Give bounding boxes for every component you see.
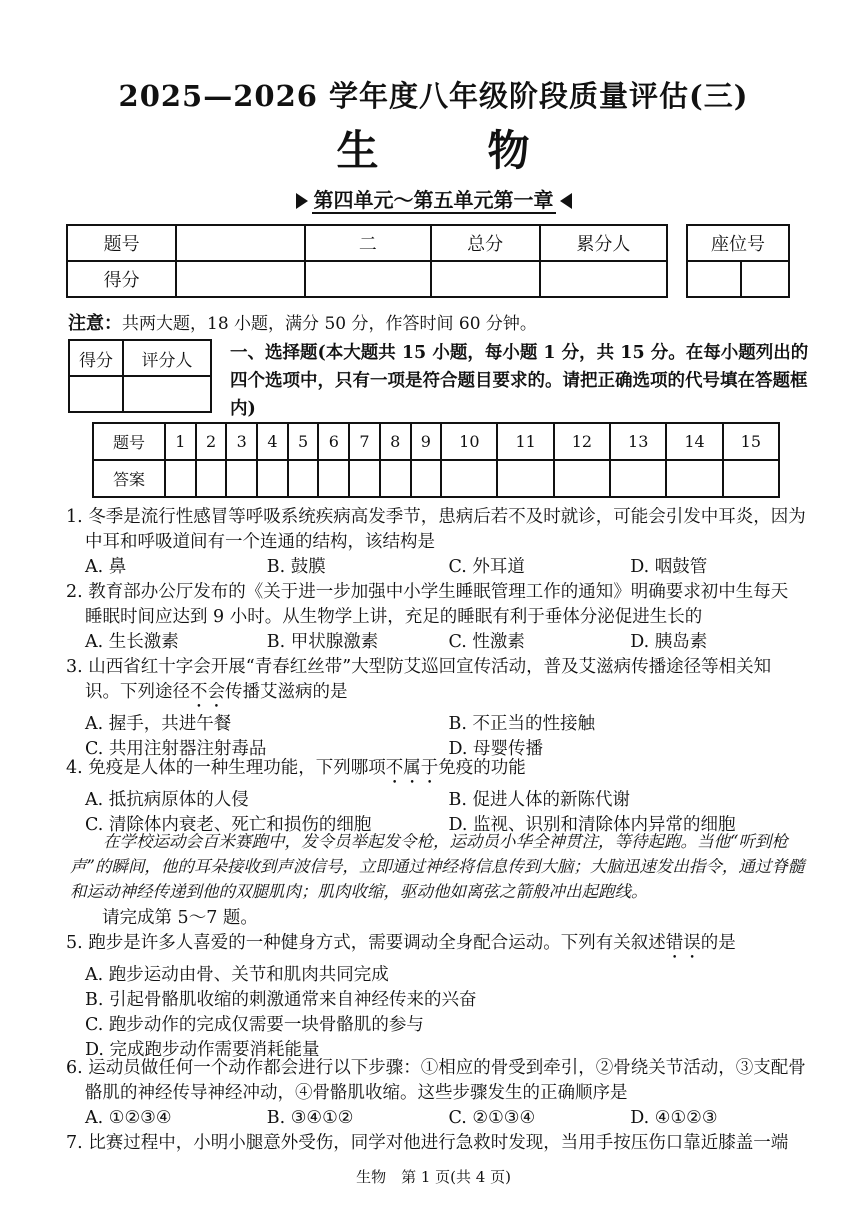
question-stem-cont: 骼肌的神经传导神经冲动，④骨骼肌收缩。这些步骤发生的正确顺序是 xyxy=(85,1083,628,1103)
question-number: 4 xyxy=(257,423,288,460)
option-d: D. ④①②③ xyxy=(630,1108,718,1128)
question-1 xyxy=(66,505,812,580)
option-d: D. 完成跑步动作需要消耗能量 xyxy=(85,1040,320,1060)
question-3 xyxy=(66,655,812,762)
option-c: C. 性激素 xyxy=(448,632,525,652)
reading-passage: 在学校运动会百米赛跑中，发令员举起发令枪，运动员小华全神贯注，等待起跑。当他“听到枪声”的瞬间，他的耳朵接收到声波信号，立即通过神经将信息传到大脑；大脑迅速发出指令，通过脊髓和运动神经传递到他的双腿肌肉；肌肉收缩，驱动他如离弦之箭般冲出起跑线。 xyxy=(70,832,805,901)
option-a: A. 鼻 xyxy=(85,557,127,577)
option-a: A. 握手，共进午餐 xyxy=(85,714,232,734)
option-a: A. 生长激素 xyxy=(85,632,179,652)
triangle-right-icon xyxy=(296,193,308,209)
score-header-cell xyxy=(176,225,305,261)
question-number: 7 xyxy=(349,423,380,460)
unit-range-text: 第四单元～第五单元第一章 xyxy=(313,188,554,212)
question-2 xyxy=(66,580,812,655)
question-stem-cont: 中耳和呼吸道间有一个连通的结构，该结构是 xyxy=(85,532,435,552)
option-d: D. 母婴传播 xyxy=(448,739,544,759)
question-number: 13 xyxy=(610,423,666,460)
option-c: C. 跑步动作的完成仅需要一块骨骼肌的参与 xyxy=(85,1015,424,1035)
score-table xyxy=(66,224,668,298)
answer-cell[interactable] xyxy=(318,460,349,497)
stem-text: 免疫的功能 xyxy=(438,758,526,778)
subject-char-1: 生 xyxy=(336,126,380,175)
grader-cell xyxy=(123,376,211,412)
score-row-label: 得分 xyxy=(67,261,176,297)
question-number: 15 xyxy=(723,423,779,460)
question-stem: 3. 山西省红十字会开展“青春红丝带”大型防艾巡回宣传活动，普及艾滋病传播途径等相关知 xyxy=(66,657,772,677)
answer-row-label: 答案 xyxy=(93,460,165,497)
options xyxy=(66,555,812,580)
score-header-cell: 总分 xyxy=(431,225,540,261)
option-b: B. 促进人体的新陈代谢 xyxy=(448,790,630,810)
triangle-left-icon xyxy=(560,193,572,209)
score-cell xyxy=(431,261,540,297)
grader-score-label: 得分 xyxy=(69,340,123,376)
score-header-cell: 累分人 xyxy=(540,225,667,261)
option-c: C. ②①③④ xyxy=(448,1108,536,1128)
option-a: A. 抵抗病原体的人侵 xyxy=(85,790,249,810)
stem-text: 识。下列途径 xyxy=(85,682,190,702)
answer-cell[interactable] xyxy=(349,460,380,497)
question-number: 10 xyxy=(441,423,497,460)
question-number: 8 xyxy=(380,423,411,460)
stem-text: 4. 免疫是人体的一种生理功能，下列哪项 xyxy=(66,758,386,778)
option-d: D. 咽鼓管 xyxy=(630,557,708,577)
notice-label: 注意： xyxy=(68,313,122,334)
seat-number-box xyxy=(686,224,790,298)
question-5 xyxy=(66,931,812,1063)
subject-title xyxy=(0,118,867,178)
answer-cell[interactable] xyxy=(257,460,288,497)
stem-text: 5. 跑步是许多人喜爱的一种健身方式，需要调动全身配合运动。下列有关叙述 xyxy=(66,933,666,953)
answer-cell[interactable] xyxy=(441,460,497,497)
question-number: 2 xyxy=(196,423,227,460)
question-stem-cont: 睡眠时间应达到 9 小时。从生物学上讲，充足的睡眠有利于垂体分泌促进生长的 xyxy=(85,607,703,627)
question-stem: 6. 运动员做任何一个动作都会进行以下步骤：①相应的骨受到牵引，②骨绕关节活动，③支配骨 xyxy=(66,1058,806,1078)
option-c: C. 共用注射器注射毒品 xyxy=(85,739,267,759)
page-footer: 生物 第 1 页(共 4 页) xyxy=(356,1168,511,1186)
option-b: B. 甲状腺激素 xyxy=(266,632,379,652)
notice xyxy=(68,309,537,335)
question-number: 11 xyxy=(497,423,553,460)
stem-text: 传播艾滋病的是 xyxy=(225,682,348,702)
option-a: A. ①②③④ xyxy=(85,1108,172,1128)
seat-cell xyxy=(687,261,741,297)
emphasis-text: 不会 xyxy=(190,682,225,702)
question-stem: 2. 教育部办公厅发布的《关于进一步加强中小学生睡眠管理工作的通知》明确要求初中生每天 xyxy=(66,582,789,602)
question-4 xyxy=(66,756,812,838)
option-b: B. 鼓膜 xyxy=(266,557,326,577)
question-number: 3 xyxy=(226,423,257,460)
question-number: 5 xyxy=(288,423,319,460)
question-number: 9 xyxy=(411,423,442,460)
options xyxy=(66,630,812,655)
question-6 xyxy=(66,1056,812,1131)
option-b: B. 引起骨骼肌收缩的刺激通常来自神经传来的兴奋 xyxy=(85,990,477,1010)
question-number: 14 xyxy=(666,423,722,460)
section-1-heading: 一、选择题(本大题共 15 小题，每小题 1 分，共 15 分。在每小题列出的四个选项中，只有一项是符合题目要求的。请把正确选项的代号填在答题框内) xyxy=(230,343,809,419)
answer-cell[interactable] xyxy=(723,460,779,497)
score-header-cell: 题号 xyxy=(67,225,176,261)
score-cell xyxy=(540,261,667,297)
question-number: 6 xyxy=(318,423,349,460)
question-stem xyxy=(66,931,812,963)
score-cell xyxy=(305,261,430,297)
options-row-1 xyxy=(66,788,812,813)
score-cell xyxy=(176,261,305,297)
emphasis-text: 不属于 xyxy=(385,758,439,778)
grader-cell xyxy=(69,376,123,412)
answer-table-header-row xyxy=(93,423,779,460)
grader-box xyxy=(68,339,212,413)
answer-cell[interactable] xyxy=(196,460,227,497)
option-b: B. ③④①② xyxy=(266,1108,354,1128)
exam-title: 2025—2026 学年度八年级阶段质量评估(三) xyxy=(118,79,749,113)
grader-name-label: 评分人 xyxy=(123,340,211,376)
question-number: 12 xyxy=(554,423,610,460)
stem-text: 的是 xyxy=(700,933,736,953)
question-stem xyxy=(66,756,812,788)
option-c: C. 清除体内衰老、死亡和损伤的细胞 xyxy=(85,815,372,835)
seat-cell xyxy=(741,261,789,297)
answer-cell[interactable] xyxy=(165,460,196,497)
question-stem-cont xyxy=(66,680,812,712)
answer-cell[interactable] xyxy=(610,460,666,497)
score-header-cell: 二 xyxy=(305,225,430,261)
answer-cell[interactable] xyxy=(411,460,442,497)
notice-text: 共两大题，18 小题，满分 50 分，作答时间 60 分钟。 xyxy=(122,314,537,334)
question-number: 1 xyxy=(165,423,196,460)
answer-cell[interactable] xyxy=(226,460,257,497)
instruction: 请完成第 5～7 题。 xyxy=(102,908,258,928)
answer-cell[interactable] xyxy=(380,460,411,497)
answer-cell[interactable] xyxy=(497,460,553,497)
answer-table xyxy=(92,422,780,498)
unit-range xyxy=(0,184,867,213)
question-stem: 7. 比赛过程中，小明小腿意外受伤，同学对他进行急救时发现，当用手按压伤口靠近膝盖一端 xyxy=(66,1133,789,1153)
option-d: D. 监视、识别和清除体内异常的细胞 xyxy=(448,815,736,835)
answer-table-answer-row xyxy=(93,460,779,497)
answer-header-label: 题号 xyxy=(93,423,165,460)
emphasis-text: 错误 xyxy=(665,933,701,953)
answer-cell[interactable] xyxy=(554,460,610,497)
option-b: B. 不正当的性接触 xyxy=(448,714,595,734)
option-c: C. 外耳道 xyxy=(448,557,525,577)
options xyxy=(66,1106,812,1131)
option-a: A. 跑步运动由骨、关节和肌肉共同完成 xyxy=(85,965,389,985)
option-d: D. 胰岛素 xyxy=(630,632,708,652)
answer-cell[interactable] xyxy=(666,460,722,497)
subject-char-2: 物 xyxy=(487,126,531,175)
seat-number-label: 座位号 xyxy=(687,225,789,261)
question-stem: 1. 冬季是流行性感冒等呼吸系统疾病高发季节，患病后若不及时就诊，可能会引发中耳炎，因为 xyxy=(66,507,806,527)
question-7 xyxy=(66,1131,812,1156)
options-row-1 xyxy=(66,712,812,737)
answer-cell[interactable] xyxy=(288,460,319,497)
